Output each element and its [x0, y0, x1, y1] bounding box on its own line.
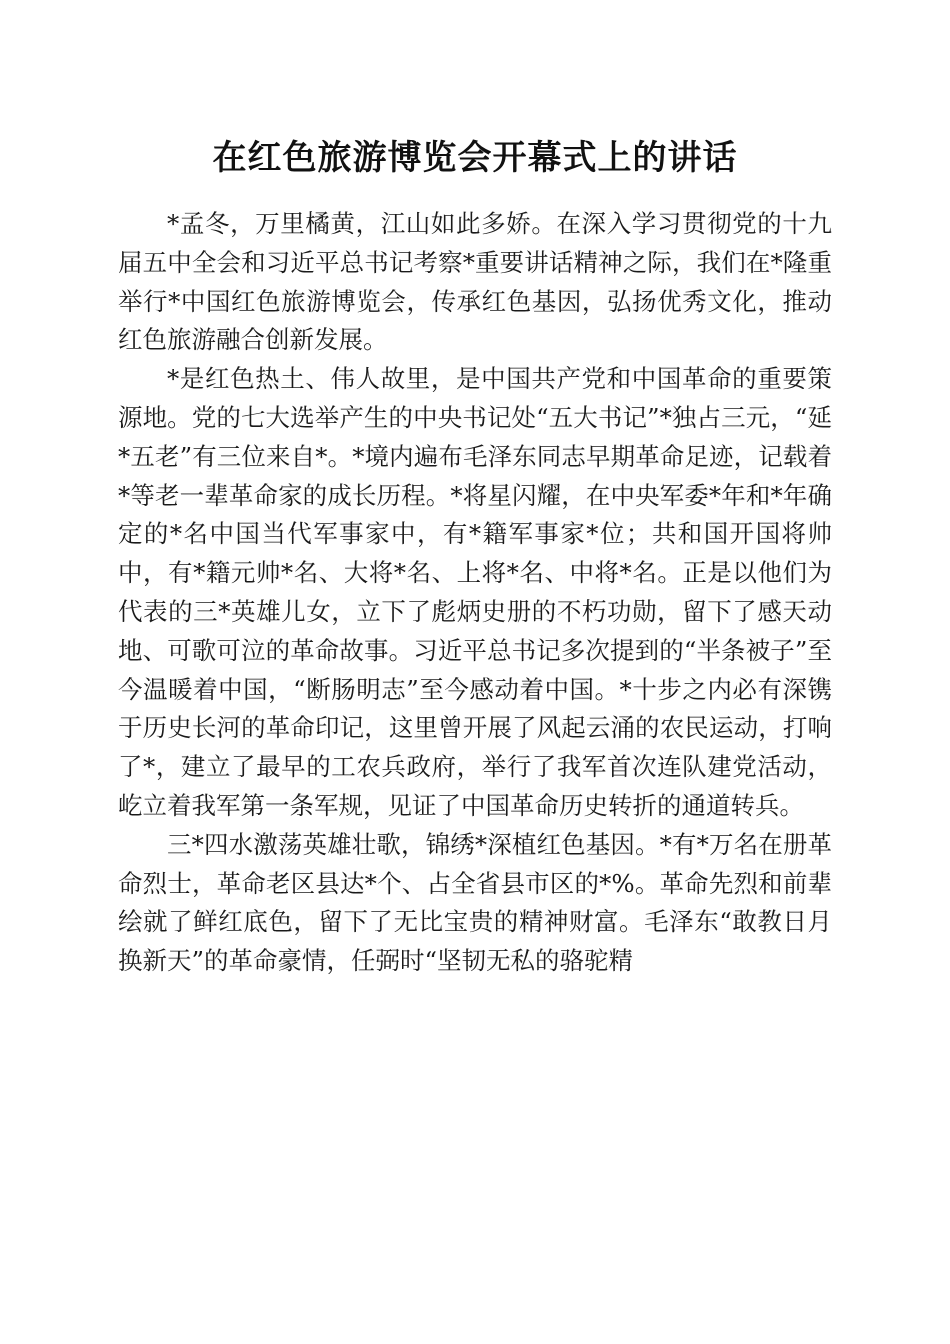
- document-body: [118, 205, 832, 981]
- paragraph-2: *是红色热土、伟人故里，是中国共产党和中国革命的重要策源地。党的七大选举产生的中央书记处“五大书记”*独占三元，“延*五老”有三位来自*。*境内遍布毛泽东同志早期革命足迹，记载着*等老一辈革命家的成长历程。*将星闪耀，在中央军委*年和*年确定的*名中国当代军事家中，有*籍军事家*位；共和国开国将帅中，有*籍元帅*名、大将*名、上将*名、中将*名。正是以他们为代表的三*英雄儿女，立下了彪炳史册的不朽功勋，留下了感天动地、可歌可泣的革命故事。习近平总书记多次提到的“半条被子”至今温暖着中国，“断肠明志”至今感动着中国。*十步之内必有深镌于历史长河的革命印记，这里曾开展了风起云涌的农民运动，打响了*，建立了最早的工农兵政府，举行了我军首次连队建党活动，屹立着我军第一条军规，见证了中国革命历史转折的通道转兵。: [118, 364, 832, 820]
- document-title: 在红色旅游博览会开幕式上的讲话: [212, 138, 738, 178]
- paragraph-1: *孟冬，万里橘黄，江山如此多娇。在深入学习贯彻党的十九届五中全会和习近平总书记考察*重要讲话精神之际，我们在*隆重举行*中国红色旅游博览会，传承红色基因，弘扬优秀文化，推动红色旅游融合创新发展。: [118, 209, 832, 355]
- paragraph-3: 三*四水激荡英雄壮歌，锦绣*深植红色基因。*有*万名在册革命烈士，革命老区县达*个、占全省县市区的*%。革命先烈和前辈绘就了鲜红底色，留下了无比宝贵的精神财富。毛泽东“敢教日月换新天”的革命豪情，任弼时“坚韧无私的骆驼精: [118, 829, 832, 976]
